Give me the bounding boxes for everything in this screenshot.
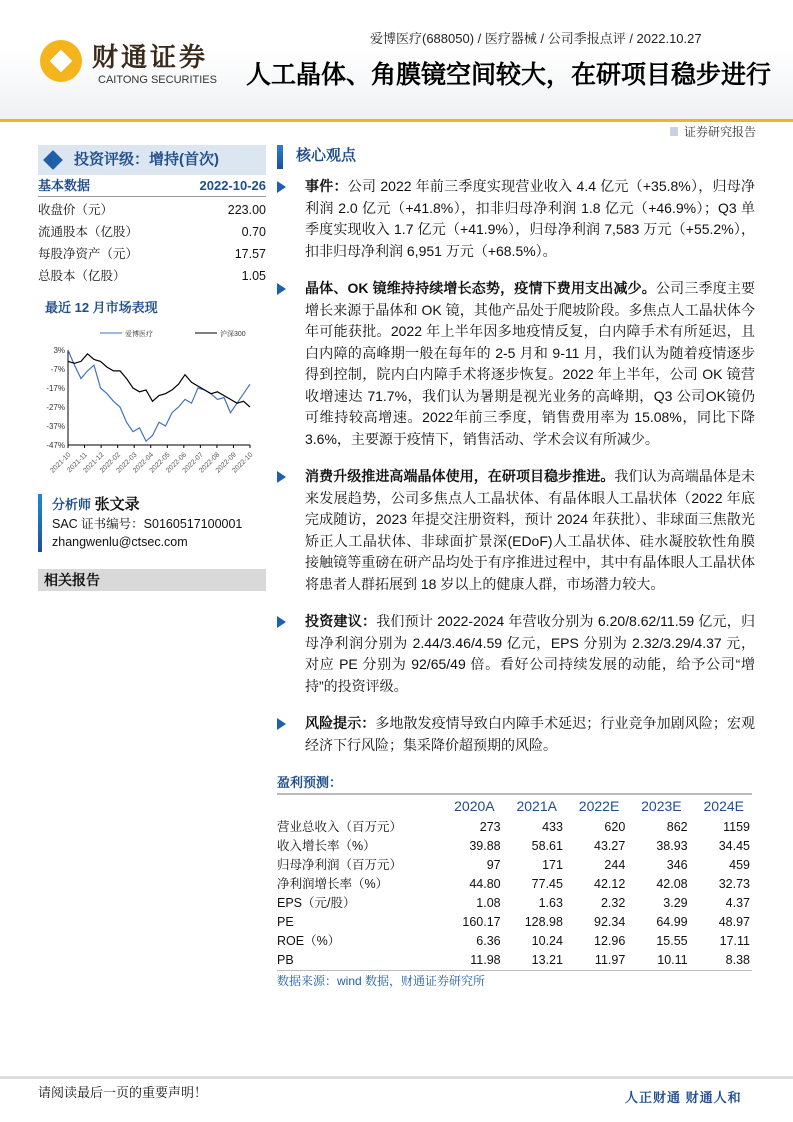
table-cell: 归母净利润（百万元） xyxy=(277,858,403,872)
disclaimer: 请阅读最后一页的重要声明！ xyxy=(38,1085,208,1100)
point-event xyxy=(277,176,755,262)
table-cell: 42.12 xyxy=(594,877,626,891)
point-advice xyxy=(277,611,755,697)
x-tick-label: 2021-12 xyxy=(82,451,106,475)
table-cell: PE xyxy=(277,915,294,929)
x-tick-label: 2021-10 xyxy=(49,451,73,475)
divider xyxy=(0,119,793,122)
table-cell: 64.99 xyxy=(656,915,688,929)
bullet-icon xyxy=(277,616,286,628)
y-tick-label: -17% xyxy=(46,384,65,393)
basic-value: 1.05 xyxy=(241,269,266,283)
table-cell: 92.34 xyxy=(594,915,626,929)
table-cell: 48.97 xyxy=(718,915,750,929)
table-header: 2020A xyxy=(454,798,495,814)
footer-divider xyxy=(0,1076,793,1079)
sac-number: SAC 证书编号：S0160517100001 xyxy=(52,517,243,531)
slogan: 人正财通 财通人和 xyxy=(625,1090,742,1105)
table-row xyxy=(277,913,752,932)
table-cell: 160.17 xyxy=(462,915,501,929)
y-tick-label: -47% xyxy=(46,441,65,450)
x-tick-label: 2022-02 xyxy=(98,451,123,475)
table-cell: 459 xyxy=(729,858,750,872)
bullet-icon xyxy=(277,283,286,295)
basic-label: 流通股本（亿股） xyxy=(38,225,139,239)
basic-label: 每股净资产（元） xyxy=(38,247,139,261)
table-cell: 8.38 xyxy=(725,952,750,967)
y-tick-label: -27% xyxy=(46,403,65,412)
point-lead: 消费升级推进高端晶体使用，在研项目稳步推进。 xyxy=(305,468,615,484)
table-cell: 1159 xyxy=(723,820,750,834)
basic-data-header xyxy=(38,177,266,197)
x-tick-label: 2022-03 xyxy=(115,451,139,475)
table-cell: 13.21 xyxy=(531,952,563,967)
y-tick-label: 3% xyxy=(53,346,65,355)
related-reports: 相关报告 xyxy=(38,569,266,591)
table-cell: 620 xyxy=(604,820,626,834)
table-row xyxy=(277,818,752,837)
basic-label: 收盘价（元） xyxy=(38,203,114,217)
point-risk xyxy=(277,713,755,756)
table-row xyxy=(277,875,752,894)
report-type: 证券研究报告 xyxy=(670,125,756,139)
table-row xyxy=(277,856,752,875)
table-header: 2024E xyxy=(703,798,744,814)
table-cell: 10.24 xyxy=(531,934,563,948)
table-cell: 38.93 xyxy=(656,839,688,853)
table-header: 2021A xyxy=(516,798,557,814)
table-cell: 营业总收入（百万元） xyxy=(277,820,403,834)
x-tick-label: 2021-11 xyxy=(66,451,89,475)
x-tick-label: 2022-06 xyxy=(165,451,189,475)
basic-value: 17.57 xyxy=(234,247,266,261)
series-line-1 xyxy=(68,354,250,407)
point-growth xyxy=(277,278,755,450)
x-tick-label: 2022-10 xyxy=(231,451,255,475)
table-row xyxy=(277,932,752,951)
analyst-name: 张文录 xyxy=(94,496,140,513)
table-header: 2022E xyxy=(578,798,620,814)
table-cell: 39.88 xyxy=(469,839,501,853)
bullet-icon xyxy=(277,718,286,730)
basic-row xyxy=(38,268,266,284)
market-title: 最近 12 月市场表现 xyxy=(45,300,158,315)
basic-row xyxy=(38,224,266,240)
logo-icon xyxy=(40,40,82,82)
x-tick-label: 2022-05 xyxy=(148,451,172,475)
bullet-icon xyxy=(277,471,286,483)
logo-cn: 财通证券 xyxy=(92,42,209,72)
table-cell: 净利润增长率（%） xyxy=(277,877,389,891)
point-text: 我们认为高端晶体是未来发展趋势，公司多焦点人工晶状体、有晶体眼人工晶状体（2022 年底完成随访，2023 年提交注册资料，预计 2024 年获批）、非球面三焦散光矫正人工晶状体、非球面扩景深(EDoF)人工晶状体、硅水凝胶软性角膜接触镜等重磅在研产品均处于有序推进过程中，其中有晶体眼人工晶状体将患者人群拓展到 18 岁以上的健康人群，市场潜力较大。 xyxy=(305,468,756,592)
table-cell: 3.29 xyxy=(663,896,688,910)
basic-date: 2022-10-26 xyxy=(199,178,266,193)
point-lead: 晶体、OK 镜维持持续增长态势，疫情下费用支出减少。 xyxy=(305,280,656,296)
rating-box: 投资评级：增持(首次) xyxy=(38,145,266,175)
market-chart xyxy=(30,320,270,490)
table-cell: PB xyxy=(277,952,294,967)
table-cell: 77.45 xyxy=(531,877,563,891)
core-title: 核心观点 xyxy=(296,147,357,164)
table-cell: 32.73 xyxy=(718,877,750,891)
point-text: 多地散发疫情导致白内障手术延迟；行业竞争加剧风险；宏观经济下行风险；集采降价超预期的风险。 xyxy=(305,715,756,753)
table-cell: 2.32 xyxy=(600,896,626,910)
table-row xyxy=(277,894,752,913)
analyst-bar xyxy=(38,494,42,552)
main-content xyxy=(277,176,755,989)
basic-row xyxy=(38,202,266,218)
logo-en: CAITONG SECURITIES xyxy=(98,74,217,86)
table-cell: 11.97 xyxy=(594,952,626,967)
table-cell: 11.98 xyxy=(470,952,501,967)
point-text: 我们预计 2022-2024 年营收分别为 6.20/8.62/11.59 亿元，归母净利润分别为 2.44/3.46/4.59 亿元，EPS 分别为 2.32/3.29/4.37 元，对应 PE 分别为 92/65/49 倍。看好公司持续发展的动能，给予公司“增持”的投资评级。 xyxy=(305,613,755,694)
table-cell: EPS（元/股） xyxy=(277,896,356,910)
table-cell: 44.80 xyxy=(469,877,501,891)
table-cell: 收入增长率（%） xyxy=(277,839,376,853)
basic-label: 总股本（亿股） xyxy=(38,269,126,283)
table-header: 2023E xyxy=(641,798,682,814)
analyst-label: 分析师 xyxy=(52,497,92,512)
table-row xyxy=(277,837,752,856)
legend-label: 沪深300 xyxy=(220,331,246,338)
table-cell: 1.08 xyxy=(476,896,501,910)
table-cell: 4.37 xyxy=(725,896,750,910)
table-cell: 58.61 xyxy=(531,839,563,853)
report-title: 人工晶体、角膜镜空间较大，在研项目稳步进行 xyxy=(246,61,772,89)
x-tick-label: 2022-04 xyxy=(132,451,156,475)
analyst-email[interactable]: zhangwenlu@ctsec.com xyxy=(52,535,188,549)
table-cell: 97 xyxy=(486,858,501,872)
legend-label: 爱博医疗 xyxy=(125,331,153,338)
y-tick-label: -37% xyxy=(46,422,65,431)
x-tick-label: 2022-09 xyxy=(214,451,238,475)
point-lead: 风险提示： xyxy=(305,715,376,731)
analyst xyxy=(52,496,140,514)
table-cell: 1.63 xyxy=(538,896,563,910)
table-cell: 10.11 xyxy=(657,952,688,967)
table-cell: 244 xyxy=(604,858,626,872)
data-source: 数据来源：wind 数据，财通证券研究所 xyxy=(277,973,486,988)
table-cell: 43.27 xyxy=(594,839,626,853)
point-text: 公司 2022 年前三季度实现营业收入 4.4 亿元（+35.8%），归母净利润 2.0 亿元（+41.8%），扣非归母净利润 1.8 亿元（+46.9%）；Q3 单季度实现收入 1.7 亿元（+41.9%），归母净利润 7,583 万元（+55.2%），扣非归母净利润 6,951 万元（+68.5%）。 xyxy=(305,178,755,259)
point-lead: 投资建议： xyxy=(305,613,377,629)
forecast-table xyxy=(277,793,752,971)
table-cell: 862 xyxy=(666,820,688,834)
table-cell: 171 xyxy=(542,858,563,872)
section-bar xyxy=(277,145,283,169)
forecast-title: 盈利预测： xyxy=(277,775,343,790)
basic-row xyxy=(38,246,266,262)
y-tick-label: -7% xyxy=(50,365,65,374)
table-cell: 17.11 xyxy=(719,934,750,948)
table-cell: 15.55 xyxy=(656,934,688,948)
table-cell: 128.98 xyxy=(524,915,563,929)
basic-value: 223.00 xyxy=(227,203,266,217)
table-cell: 6.36 xyxy=(476,934,501,948)
table-cell: ROE（%） xyxy=(277,934,341,948)
point-lead: 事件： xyxy=(305,178,348,194)
x-tick-label: 2022-08 xyxy=(198,451,222,475)
table-row xyxy=(277,951,752,970)
x-tick-label: 2022-07 xyxy=(181,451,205,475)
bullet-icon xyxy=(277,181,286,193)
basic-title: 基本数据 xyxy=(38,178,91,193)
table-cell: 12.96 xyxy=(594,934,626,948)
point-pipeline xyxy=(277,466,755,595)
table-cell: 273 xyxy=(479,820,501,834)
table-header xyxy=(277,794,440,818)
table-cell: 42.08 xyxy=(656,877,688,891)
table-cell: 34.45 xyxy=(718,839,750,853)
table-cell: 433 xyxy=(542,820,563,834)
point-text: 公司三季度主要增长来源于晶体和 OK 镜，其他产品处于爬坡阶段。多焦点人工晶状体今年可能获批。2022 年上半年因多地疫情反复，白内障手术有所延迟，且白内障的高峰期一般在每年的 2-5 月和 9-11 月，我们认为随着疫情逐步得到控制，院内白内障手术将逐步恢复。2022 年上半年，公司 OK 镜营收增速达 71.7%，我们认为暑期是视光业务的高峰期，Q3 公司OK镜仍可维持较高增速。2022年前三季度，销售费用率为 15.08%，同比下降 3.6%，主要源于疫情下，销售活动、学术会议有所减少。 xyxy=(305,280,756,447)
breadcrumb: 爱博医疗(688050) / 医疗器械 / 公司季报点评 / 2022.10.27 xyxy=(370,31,702,46)
basic-value: 0.70 xyxy=(241,225,266,239)
table-cell: 346 xyxy=(666,858,688,872)
